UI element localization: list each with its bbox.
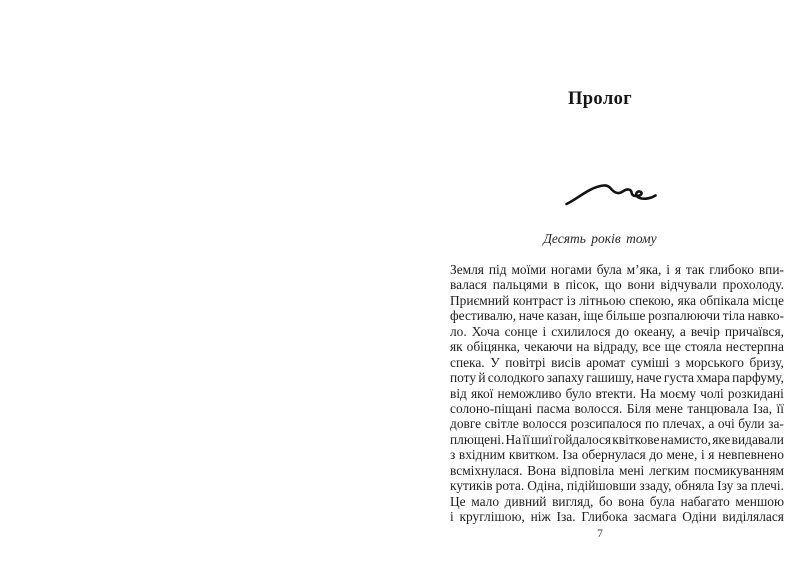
body-text-line: фестивалю, наче казан, іще більше розпалюючи тіла навко- bbox=[450, 308, 784, 324]
body-text-line: всміхнулася. Вона відповіла мені легким посмикуванням bbox=[450, 462, 784, 478]
body-text-line: як обіцянка, чекаючи на відраду, все ще стояла нестерпна bbox=[450, 339, 784, 355]
body-text-line: валася пальцями в пісок, що вони відчували прохолоду. bbox=[450, 277, 784, 293]
body-text-line: і круглішою, ніж Іза. Глибока засмага Одіни виділялася bbox=[450, 509, 784, 524]
body-text-line: поту й солодкого запаху гашишу, наче густа хмара парфуму, bbox=[450, 370, 784, 386]
body-text-line: Приємний контраст із літньою спекою, яка обпікала місце bbox=[450, 292, 784, 308]
body-text-line: солоно-піщані пасма волосся. Біля мене танцювала Іза, її bbox=[450, 400, 784, 416]
body-text-line: Це мало дивний вигляд, бо вона була набагато меншою bbox=[450, 493, 784, 509]
page-number: 7 bbox=[597, 528, 603, 540]
body-text-line: Земля під моїми ногами була м’яка, і я так глибоко впи- bbox=[450, 262, 784, 277]
body-text-line: кутиків рота. Одіна, підійшовши ззаду, обняла Ізу за плечі. bbox=[450, 478, 784, 494]
wave-squiggle-icon bbox=[562, 179, 660, 211]
section-date-note: Десять років тому bbox=[543, 231, 657, 246]
chapter-title: Пролог bbox=[567, 89, 633, 109]
body-text-line: спека. У повітрі висів аромат суміші з морського бризу, bbox=[450, 354, 784, 370]
body-text-line: довге світле волосся розсипалося по плечах, а очі були за- bbox=[450, 416, 784, 432]
body-text-line: ло. Хоча сонце і схилилося до океану, а вечір причаївся, bbox=[450, 323, 784, 339]
body-text-block bbox=[450, 262, 784, 524]
body-text-line: від якої неможливо було втекти. На моєму чолі розкидані bbox=[450, 385, 784, 401]
body-text-line: плющені. На її шиї гойдалося квіткове намисто, яке видавали bbox=[450, 431, 784, 447]
body-text-line: з вхідним квитком. Іза обернулася до мене, і я невпевнено bbox=[450, 447, 784, 463]
